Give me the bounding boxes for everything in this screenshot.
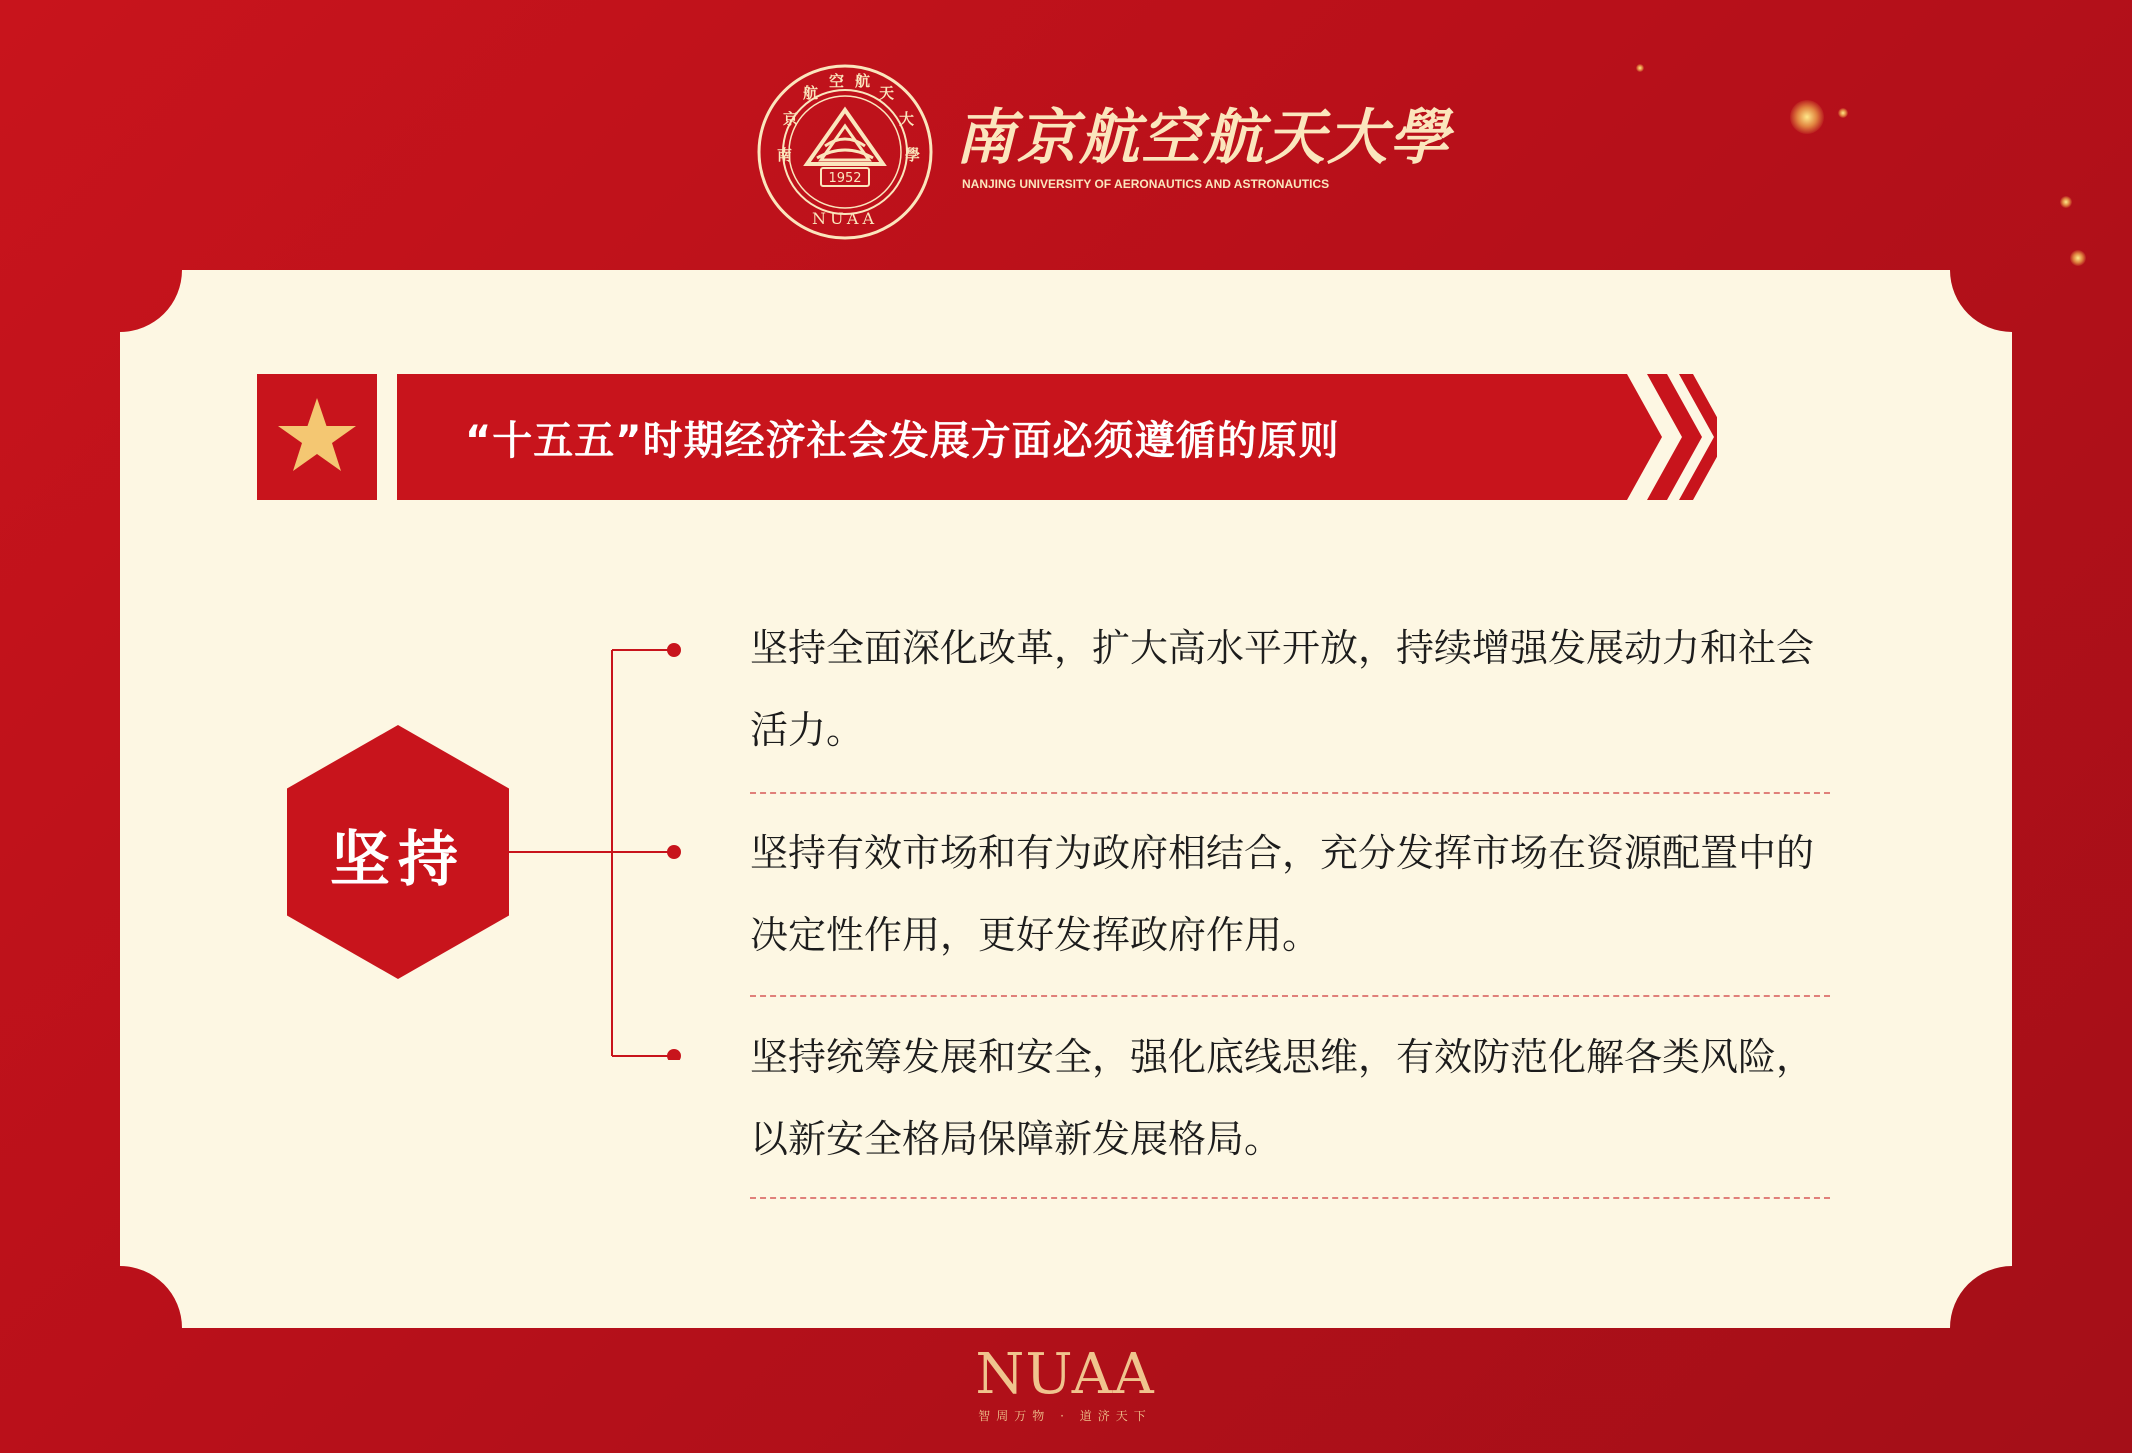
- principle-item: [750, 1016, 1840, 1180]
- seal-abbr: NUAA: [811, 209, 879, 228]
- university-name-en: NANJING UNIVERSITY OF AERONAUTICS AND ASTRONAUTICS: [962, 177, 1330, 191]
- bullet-dot: [667, 1049, 681, 1060]
- principle-label: 坚持: [330, 825, 466, 895]
- seal-ring-char: 天: [879, 84, 895, 102]
- footer-slogan: 智周万物 · 道济天下: [978, 1409, 1152, 1423]
- decorative-glow: [1636, 64, 1644, 72]
- section-title: “十五五”时期经济社会发展方面必须遵循的原则: [465, 418, 1340, 464]
- university-header: [755, 62, 1451, 242]
- footer-logo: [960, 1342, 1170, 1424]
- footer-logo-text: NUAA: [975, 1342, 1155, 1407]
- bracket-connector: [500, 640, 700, 1060]
- bullet-dot: [667, 845, 681, 859]
- decorative-glow: [2060, 196, 2072, 208]
- university-seal-icon: [755, 62, 935, 242]
- decorative-glow: [1790, 100, 1824, 134]
- principle-item-text: 坚持统筹发展和安全，强化底线思维，有效防范化解各类风险，以新安全格局保障新发展格局。: [750, 1035, 1815, 1161]
- seal-ring-char: 空: [829, 72, 845, 90]
- seal-ring-char: 航: [803, 84, 819, 102]
- dashed-divider: [750, 1197, 1830, 1199]
- seal-ring-char: 大: [899, 110, 915, 128]
- decorative-glow: [2070, 250, 2086, 266]
- seal-ring-char: 學: [905, 146, 921, 164]
- principle-item: [750, 607, 1840, 771]
- principle-item: [750, 812, 1840, 976]
- star-icon: [257, 374, 377, 500]
- principle-item-text: 坚持有效市场和有为政府相结合，充分发挥市场在资源配置中的决定性作用，更好发挥政府作用。: [750, 831, 1815, 957]
- seal-ring-char: 京: [783, 110, 799, 128]
- seal-ring-char: 南: [777, 146, 793, 164]
- bullet-dot: [667, 643, 681, 657]
- title-star-box: [257, 374, 377, 500]
- principle-item-text: 坚持全面深化改革，扩大高水平开放，持续增强发展动力和社会活力。: [750, 626, 1815, 752]
- dashed-divider: [750, 995, 1830, 997]
- seal-year: 1952: [828, 171, 862, 186]
- dashed-divider: [750, 792, 1830, 794]
- decorative-glow: [1838, 108, 1848, 118]
- seal-ring-char: 航: [855, 72, 871, 90]
- university-name-cn: 南京航空航天大學: [955, 103, 1451, 173]
